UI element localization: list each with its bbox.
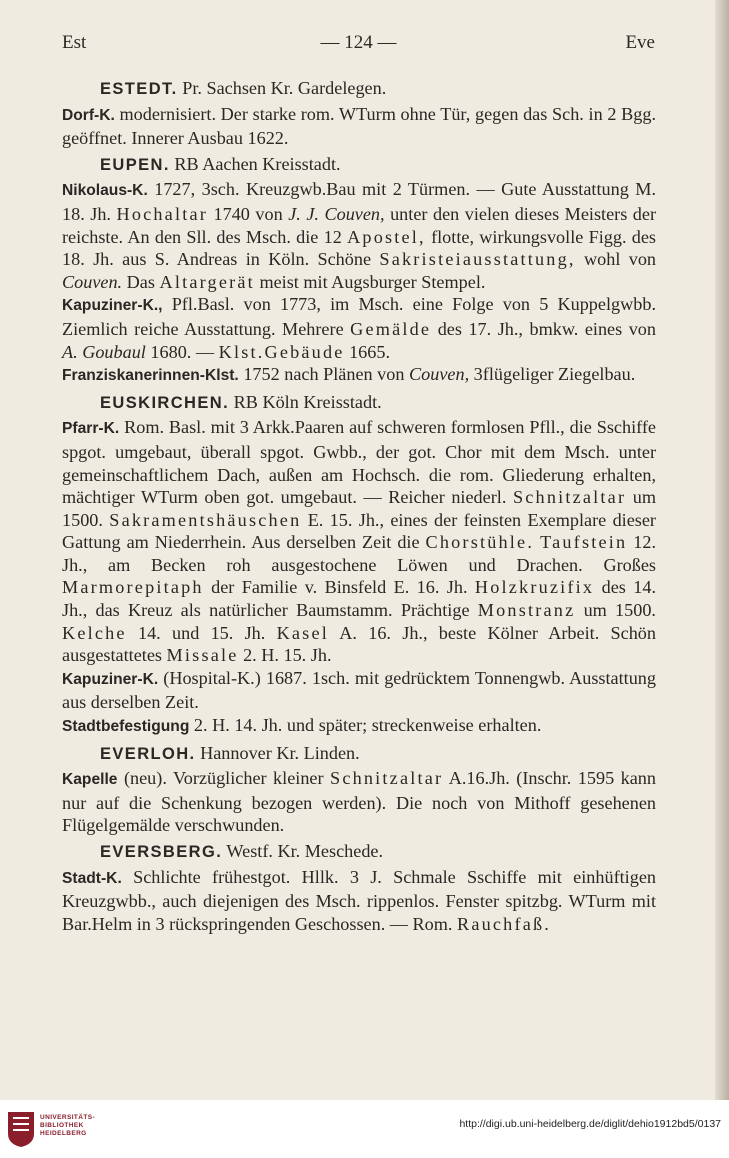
object-term: Monstranz [477,600,576,621]
object-term: Sakramentshäuschen [109,509,302,530]
object-term: Taufstein [540,532,628,553]
text-run: Das [122,271,160,292]
university-seal-icon[interactable] [6,1110,36,1148]
place-name: ESTEDT. [100,80,178,98]
page-body-text [62,74,656,935]
object-term: Marmorepitaph [62,577,204,598]
text-run: 1665. [344,341,390,362]
place-region: RB Aachen Kreisstadt. [169,153,341,174]
artist-name: Couven. [62,271,123,292]
place-heading [62,840,656,864]
logo-line-1: UNIVERSITÄTS- [40,1114,96,1121]
text-run: A.16.Jh. (Inschr. 1595 kann nur auf die Schenkung bezogen werden). Die noch von Mithoff gesehenen Flügelgemälde verschwunden. [62,768,656,836]
permalink-url[interactable]: http://digi.ub.uni-heidelberg.de/diglit/dehio1912bd5/0137 [459,1118,721,1130]
text-run: des 14. Jh., das Kreuz als natürlicher Baumstamm. Prächtige [62,577,656,621]
building-name: Nikolaus-K. [62,182,148,200]
object-term: Chorstühle. [425,532,535,553]
place-heading [62,77,656,101]
text-run: 2. H. 14. Jh. und später; streckenweise erhalten. [189,715,542,736]
text-run: meist mit Augsburger Stempel. [254,271,486,292]
place-region: Hannover Kr. Linden. [195,742,360,763]
artist-name: J. J. Couven, [288,203,385,224]
entry-paragraph [62,178,656,293]
object-term: Klst.Gebäude [218,341,345,362]
object-term: Rauchfaß. [457,913,552,934]
object-term: Schnitzaltar [330,768,444,789]
text-run: Schlichte frühestgot. Hllk. 3 J. Schmale Sschiffe mit einhüftigen Kreuzgwbb., auch diejenigen des Msch. rippenlos. Fenster spitzbg. WTurm mit Bar.Helm in 3 rückspringenden Geschossen. — Rom. [62,866,656,934]
library-logo-text[interactable] [40,1114,95,1138]
object-term: Sakristeiausstattung, [379,249,576,270]
place-name: EUSKIRCHEN. [100,393,230,412]
place-heading [62,391,656,415]
entry-paragraph [62,293,656,363]
logo-line-3: HEIDELBERG [40,1130,87,1137]
text-run: Rom. Basl. mit 3 Arkk.Paaren auf schweren formlosen Pfll., die Sschiffe spgot. umgebaut, überall spgot. Gwbb., der got. Chor mit dem Msch. unter gemeinschaftlichem Dach, außen am Hochsch. die rom. Gliederung erhalten, mächtiger WTurm oben got. umgebaut. — Reicher niederl. [62,417,656,508]
building-name: Kapuziner-K., [62,297,163,315]
text-run: A. 16. Jh., beste Kölner Arbeit. Schön ausgestattetes [62,622,656,666]
place-region: Westf. Kr. Meschede. [222,841,384,861]
text-run: 1740 von [208,203,289,224]
object-term: Altargerät [159,271,255,292]
entry-paragraph [62,767,656,837]
place-heading [62,153,656,177]
running-header [62,32,655,60]
text-run: Pfl.Basl. von 1773, im Msch. eine Folge von 5 Kuppelgwbb. Ziemlich reiche Ausstattung. Mehrere [62,294,656,339]
building-name: Stadtbefestigung [62,718,190,736]
building-name: Pfarr-K. [62,420,120,438]
text-run: flotte, wirkungsvolle Figg. des 18. Jh. aus S. Andreas in Köln. Schöne [62,226,657,270]
building-name: Dorf-K. [62,106,115,124]
entry-paragraph [62,866,656,936]
text-run: der Familie v. Binsfeld E. 16. Jh. [203,577,475,598]
object-term: Missale [166,645,239,666]
text-run: (Hospital-K.) 1687. 1sch. mit gedrücktem Tonnengwb. Ausstattung aus derselben Zeit. [62,667,656,713]
text-run: 1727, 3sch. Kreuzgwb.Bau mit 2 Türmen. — Gute Ausstattung M. 18. Jh. [62,179,656,224]
entry-paragraph [62,416,656,667]
text-run: wohl von [575,249,657,270]
page-number: — 124 — [320,32,397,53]
text-run: modernisiert. Der starke rom. WTurm ohne Tür, gegen das Sch. in 2 Bgg. geöffnet. Innerer Ausbau 1622. [62,103,656,149]
text-run: 12. Jh., am Becken roh ausgestochene Löwen und Drachen. Großes [62,532,657,575]
text-run: 14. und 15. Jh. [126,622,277,643]
entry-paragraph [62,714,656,739]
entry-paragraph [62,363,656,388]
place-heading [62,742,656,766]
text-run: E. 15. Jh., eines der feinsten Exemplare dieser Gattung am Niederrhein. Aus derselben Zeit die [62,509,656,553]
building-name: Stadt-K. [62,869,122,887]
book-spine-edge [715,0,729,1100]
text-run: (neu). Vorzüglicher kleiner [117,768,330,789]
header-right-catchword: Eve [625,32,655,53]
building-name: Kapelle [62,771,118,789]
building-name: Franziskanerinnen-Klst. [62,367,239,385]
object-term: Hochaltar [116,203,208,224]
text-run: des 17. Jh., bmkw. eines von [431,318,656,339]
object-term: Kelche [62,622,127,643]
place-region: Pr. Sachsen Kr. Gardelegen. [177,78,387,98]
text-run: um 1500. [575,600,656,621]
viewer-footer [0,1100,729,1158]
object-term: Kasel [276,622,329,643]
text-run: um 1500. [62,487,656,530]
place-region: RB Köln Kreisstadt. [229,391,382,412]
object-term: Schnitzaltar [512,487,627,508]
object-term: Holzkruzifix [474,577,595,598]
place-name: EUPEN. [100,155,170,174]
object-term: Gemälde [350,318,432,339]
text-run: 1752 nach Plänen von [238,364,410,385]
artist-name: Couven, [409,364,470,385]
header-left-catchword: Est [62,32,87,53]
object-term: Apostel, [347,226,426,247]
artist-name: A. Goubaul [62,341,146,362]
place-name: EVERLOH. [100,744,196,763]
text-run: 2. H. 15. Jh. [238,645,332,666]
text-run: unter den vielen dieses Meisters der reichste. An den Sll. des Msch. die 12 [62,203,657,247]
entry-paragraph [62,667,656,714]
logo-line-2: BIBLIOTHEK [40,1122,84,1129]
entry-paragraph [62,103,656,150]
place-name: EVERSBERG. [100,843,223,861]
text-run: 1680. — [145,341,219,362]
building-name: Kapuziner-K. [62,670,159,688]
text-run: 3flügeliger Ziegelbau. [469,364,636,385]
